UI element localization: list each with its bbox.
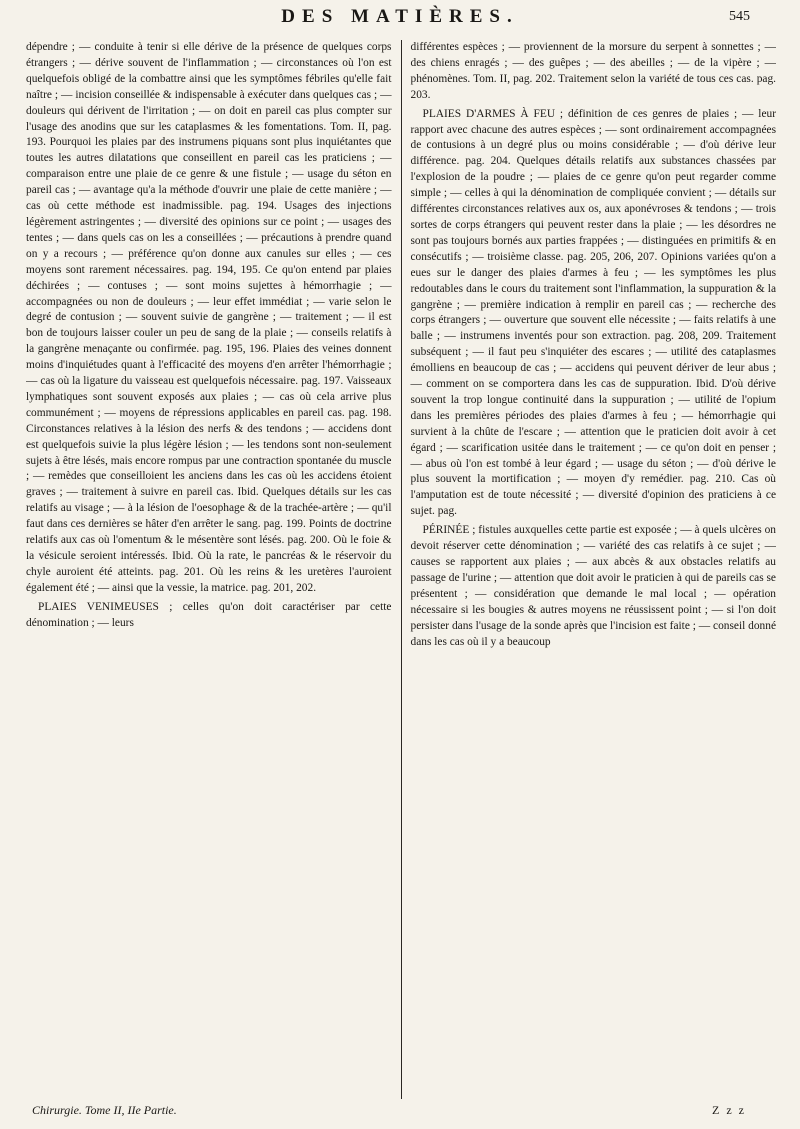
index-entry-plaies-venimeuses-continuation: différentes espèces ; — proviennent de la morsure du serpent à sonnettes ; — des chiens enragés ; — des guêpes ; — des abeilles ; — de la vipère ; — phénomènes. Tom. II, pag. 202. Traitement selon la variété de tous ces cas. pag. 203. xyxy=(410,41,776,101)
page-number: 545 xyxy=(729,9,750,24)
left-column xyxy=(26,40,401,1099)
signature-line: Chirurgie. Tome II, IIe Partie. xyxy=(32,1103,177,1117)
sheet-mark: Z z z xyxy=(712,1103,746,1117)
running-head: DES MATIÈRES. xyxy=(281,6,519,27)
page-header xyxy=(26,0,774,34)
index-entry-plaies-venimeuses: PLAIES VENIMEUSES ; celles qu'on doit caractériser par cette dénomination ; — leurs xyxy=(26,600,392,629)
text-columns xyxy=(26,40,776,1099)
index-entry-plaies-continuation: dépendre ; — conduite à tenir si elle dérive de la présence de quelques corps étrangers ; — dérive souvent de l'inflammation ; — circonstances où l'on est quelquefois obligé de la combattre ainsi que les symptômes fébriles qu'elle fait naître ; — incision conseillée & indispensable à exécuter dans quelques cas ; — douleurs qui dérivent de l'irritation ; — on doit en pareil cas plus compter sur l'usage des anodins que sur les cataplasmes & les fomentations. Tom. II, pag. 193. Pourquoi les plaies par des instrumens piquans sont plus inquiétantes que toutes les autres dilatations que conseillent en pareil cas les praticiens ; — comparaison entre une plaie de ce genre & une fistule ; — usage du séton en pareil cas ; — avantage qu'a la méthode d'ouvrir une plaie de cette manière ; — cas où cette méthode est inadmissible. pag. 194. Usages des injections légèrement astringentes ; — diversité des opinions sur ce point ; — usages des tentes ; — dans quels cas on les a conseillées ; — précautions à prendre quand on y a recours ; — préférence qu'on donne aux canules sur elles ; — ces moyens sont rarement nécessaires. pag. 194, 195. Ce qu'on entend par plaies déchirées ; — contuses ; — sont moins sujettes à hémorrhagie ; — accompagnées ou non de douleurs ; — leur effet immédiat ; — varie selon le degré de contusion ; — souvent suivie de gangrène ; — traitement ; — il est bon de toujours laisser couler un peu de sang de la plaie ; — conseils relatifs à la gangrène menaçante ou confirmée. pag. 195, 196. Plaies des veines donnent moins d'inquiétudes quant à l'efficacité des moyens d'en arrêter l'hémorrhagie ; — cas où la ligature du vaisseau est quelquefois nécessaire. pag. 197. Vaisseaux lymphatiques sont souvent exposés aux plaies ; — cas où cela arrive plus communément ; — moyens de répressions applicables en pareil cas. pag. 198. Circonstances relatives à la lésion des nerfs & des tendons ; — accidens dont est quelquefois suivie la plus légère lésion ; — les tendons sont non-seulement sujets à être lésés, mais encore rompus par une contraction spontanée du muscle ; — remèdes que conseilloient les anciens dans les cas où les accidens étoient graves ; — traitement à suivre en pareil cas. Ibid. Quelques détails sur les cas relatifs au visage ; — à la lésion de l'oesophage & de la trachée-artère ; — qu'il faut dans ces dernières se hâter d'en arrêter le sang. pag. 199. Points de doctrine relatifs aux cas où l'omentum & le mésentère sont lésés. pag. 200. Où le foie & la vésicule seroient intéressés. Ibid. Où la rate, le pancréas & le réservoir du chyle auroient été atteints. pag. 201. Où les reins & les uretères l'auroient également été ; — ainsi que la vessie, la matrice. pag. 201, 202. xyxy=(26,41,392,594)
index-entry-perinee: PÉRINÉE ; fistules auxquelles cette partie est exposée ; — à quels ulcères on devoit réserver cette dénomination ; — variété des cas relatifs à ce sujet ; — causes se rapportent aux plaies ; — aux abcès & aux obstacles relatifs au passage de l'urine ; — attention que doit avoir le praticien à qui de pareils cas se présentent ; — considération que demande le mal local ; — opération nécessaire si les bougies & autres moyens ne réussissent point ; — si l'on doit persister dans l'usage de la sonde après que l'incision est faite ; — conseil donné dans les cas où il y a beaucoup xyxy=(410,524,776,648)
index-entry-plaies-armes-a-feu: PLAIES D'ARMES À FEU ; définition de ces genres de plaies ; — leur rapport avec chacune des autres espèces ; — sont ordinairement accompagnées de contusions à un degré plus ou moins considérable ; — d'où dérive leur différence. pag. 204. Quelques détails relatifs aux substances chassées par l'explosion de la poudre ; — plaies de ce genre qu'on peut regarder comme simple ; — celles à qui la dénomination de compliquée convient ; — détails sur différentes circonstances relatives aux os, aux aponévroses & tendons ; — trois sortes de corps étrangers qui peuvent rester dans la plaie ; — les désordres ne sont pas toujours bornés aux parties frappées ; — distinguées en primitifs & en consécutifs ; — troisième classe. pag. 205, 206, 207. Opinions variées qu'on a eues sur le danger des plaies d'armes à feu ; — les symptômes les plus redoutables dans le cours du traitement sont l'inflammation, la suppuration & la gangrène ; — première indication à remplir en pareil cas ; — recherche des corps étrangers ; — ouverture que souvent elle nécessite ; — faits relatifs à une balle ; — instrumens inventés pour son extraction. pag. 208, 209. Traitement subséquent ; — il faut peu s'inquiéter des escares ; — utilité des cataplasmes émolliens en beaucoup de cas ; — accidens qui peuvent dériver de leur abus ; — comment on se comportera dans les cas de suppuration. Ibid. D'où dérive souvent la trop longue continuité dans la suppuration ; — utilité de l'opium dans les premières périodes des plaies d'armes à feu ; — hémorrhagie qui survient à la chûte de l'escare ; — attention que le praticien doit avoir à cet égard ; — scarification usitée dans le traitement ; — ce qu'on doit en penser ; — abus où l'on est tombé à leur égard ; — usage du séton ; — d'où dérive le plus souvent la mortification ; — moyen d'y remédier. pag. 210. Cas où l'amputation est de toute nécessité ; — diversité d'opinion des praticiens à ce sujet. pag. xyxy=(410,107,776,518)
page-footer xyxy=(26,1103,776,1121)
right-column xyxy=(401,40,777,1099)
